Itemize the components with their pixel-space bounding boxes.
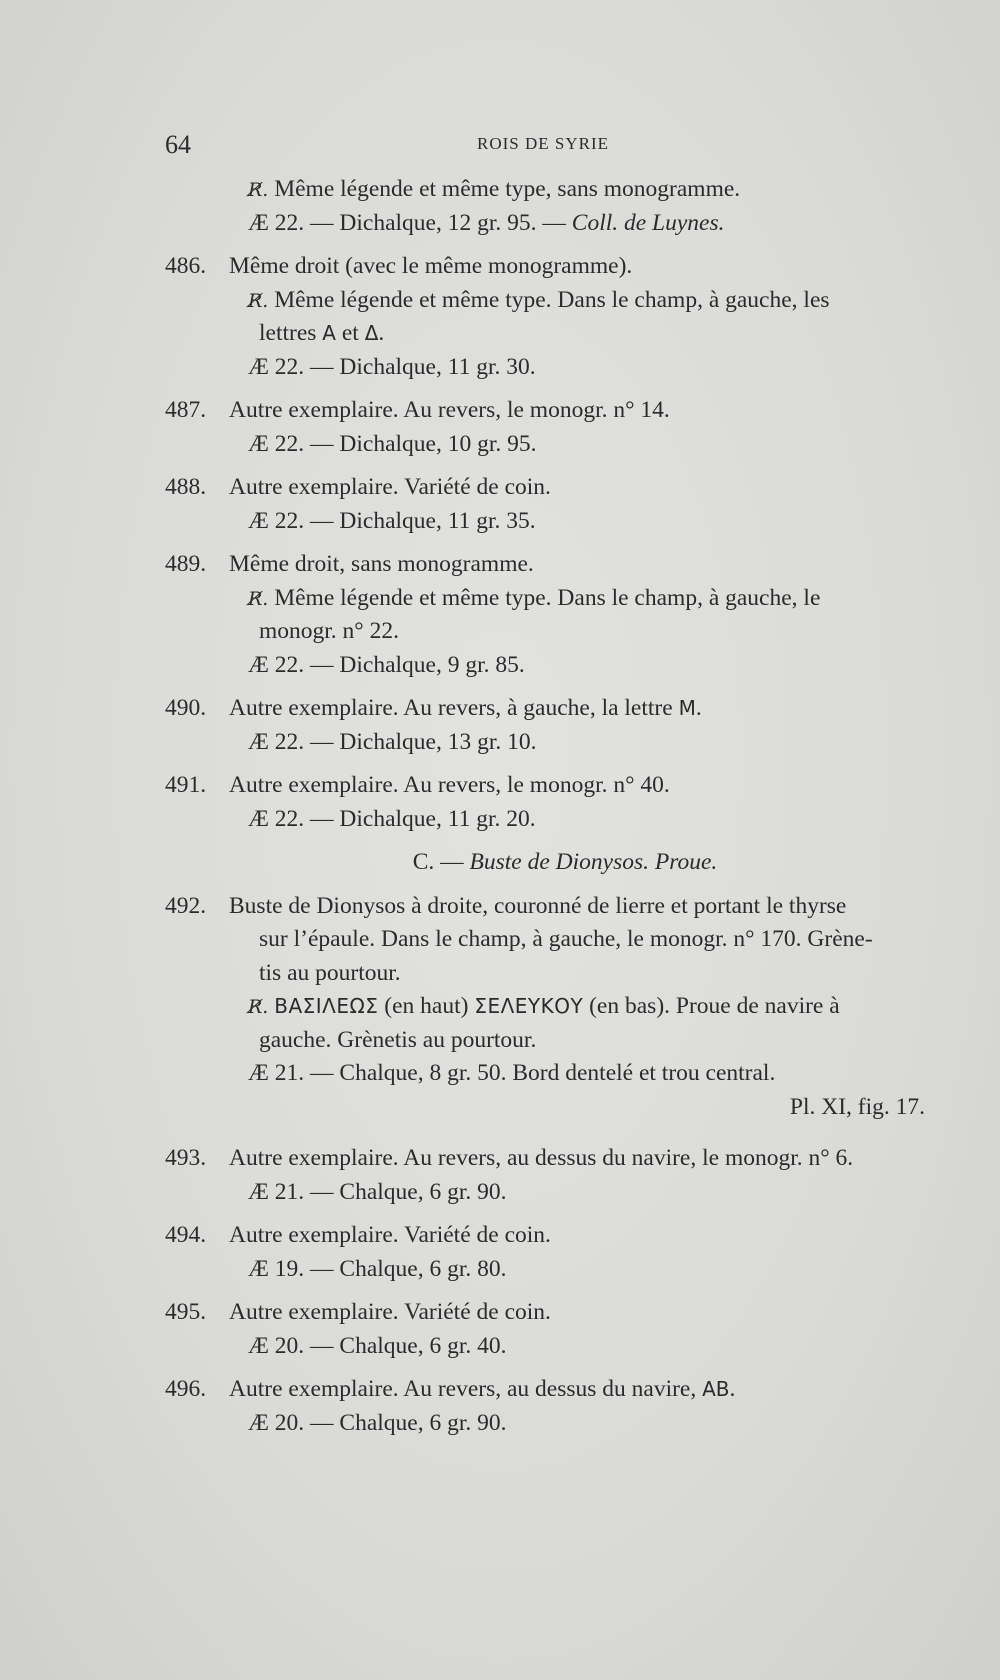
recipe-symbol: R̸.	[248, 587, 269, 610]
ae-symbol: Æ	[248, 728, 269, 755]
ae-symbol: Æ	[248, 1060, 269, 1086]
entry-number: 491.	[165, 772, 207, 798]
entry-488: 488. Autre exemplaire. Variété de coin.	[165, 471, 925, 505]
ae-symbol: Æ	[248, 1255, 269, 1282]
entry-490: 490. Autre exemplaire. Au revers, à gauche, la lettre M.	[165, 692, 925, 726]
entry-487: 487. Autre exemplaire. Au revers, le monogr. n° 14.	[165, 394, 925, 428]
ae-symbol: Æ	[248, 209, 269, 236]
entry-489: 489. Même droit, sans monogramme.	[165, 548, 925, 582]
entry-number: 496.	[165, 1376, 207, 1402]
entry-number: 490.	[165, 695, 207, 721]
recipe-symbol: R̸.	[248, 996, 269, 1018]
entry-493: 493. Autre exemplaire. Au revers, au dessus du navire, le monogr. n° 6.	[165, 1142, 925, 1176]
recipe-symbol: R̸.	[248, 179, 269, 201]
ae-symbol: Æ	[248, 353, 269, 380]
ae-symbol: Æ	[248, 1332, 269, 1359]
ae-symbol: Æ	[248, 805, 269, 832]
greek-legend: ΣΕΛΕΥΚΟΥ	[474, 994, 584, 1018]
entry-485-metal: Æ 22. — Dichalque, 12 gr. 95. — Coll. de Luynes.	[248, 209, 725, 236]
plate-reference: Pl. XI, fig. 17.	[789, 1093, 925, 1120]
catalogue-text: R̸. Même légende et même type, sans monogramme. Æ 22. — Dichalque, 12 gr. 95. — Coll. de Luynes. 486. Même droit (avec le même monogramme). R̸. Même légende et même type. Dans le champ, à gauche, les lettres A et Δ. Æ 22. — Dichalque, 11 gr. 30. 487. Autre exemplaire. Au revers, le monogr. n° 14. Æ 22. — Dichalque, 10 gr. 95. 488. Autre exemplaire. Variété de coin. Æ 22. — Dichalque, 11 gr. 35. 489. Même droit, sans monogramme. R̸. Même légende et même type. Dans le champ, à gauche, le monogr. n° 22. Æ 22. — Dichalque, 9 gr. 85. 490. Autre exemplaire. Au revers, à gauche, la lettre M. Æ 22. — Dichalque, 13 gr. 10. 491. Autre exemplaire. Au revers, le monogr. n° 40. Æ 22. — Dichalque, 11 gr. 20. C. — Buste de Dionysos. Proue. 492. Buste de Dionysos à droite, couronné de lierre et portant le thyrse sur l’épaule. Dans le champ, à gauche, le monogr. n° 170. Grène- tis au pourtour. R̸. ΒΑΣΙΛΕΩΣ (en haut) ΣΕΛΕΥΚΟΥ (en bas). Proue de navire à gauche. Grènetis au pourtour. Æ 21. — Chalque, 8 gr. 50. Bord dentelé et trou central. Pl. XI, fig. 17. 493. Autre exemplaire. Au revers, au dessus du navire, le monogr. n° 6. Æ 21. — Chalque, 6 gr. 90. 494. Autre exemplaire. Variété de coin. Æ 19. — Chalque, 6 gr. 80. 495. Autre exemplaire. Variété de coin. Æ 20. — Chalque, 6 gr. 40. 496. Autre exemplaire. Au revers, au dessus du navire, AB. Æ 20. — Chalque, 6 gr. 90.	[165, 173, 925, 1440]
page-header	[165, 130, 925, 160]
ae-symbol: Æ	[248, 430, 269, 457]
entry-496: 496. Autre exemplaire. Au revers, au dessus du navire, AB.	[165, 1373, 925, 1407]
entry-number: 489.	[165, 551, 207, 577]
section-heading-c: C. — Buste de Dionysos. Proue.	[412, 849, 718, 875]
entry-491: 491. Autre exemplaire. Au revers, le monogr. n° 40.	[165, 769, 925, 803]
entry-number: 487.	[165, 397, 207, 423]
entry-number: 486.	[165, 253, 207, 279]
ae-symbol: Æ	[248, 1178, 269, 1205]
entry-495: 495. Autre exemplaire. Variété de coin.	[165, 1296, 925, 1330]
entry-number: 494.	[165, 1222, 207, 1248]
greek-legend: ΒΑΣΙΛΕΩΣ	[274, 994, 379, 1018]
entry-number: 492.	[165, 892, 207, 919]
entry-494: 494. Autre exemplaire. Variété de coin.	[165, 1219, 925, 1253]
entry-number: 488.	[165, 474, 207, 500]
entry-number: 493.	[165, 1145, 207, 1171]
page-number: 64	[165, 130, 191, 159]
ae-symbol: Æ	[248, 1409, 269, 1436]
ae-symbol: Æ	[248, 651, 269, 678]
entry-485-reverse: R̸. Même légende et même type, sans monogramme.	[248, 176, 741, 202]
entry-492: 492. Buste de Dionysos à droite, couronné de lierre et portant le thyrse	[165, 890, 925, 924]
running-head: ROIS DE SYRIE	[477, 134, 610, 153]
ae-symbol: Æ	[248, 507, 269, 534]
recipe-symbol: R̸.	[248, 289, 269, 312]
entry-486: 486. Même droit (avec le même monogramme).	[165, 250, 925, 284]
entry-number: 495.	[165, 1299, 207, 1325]
